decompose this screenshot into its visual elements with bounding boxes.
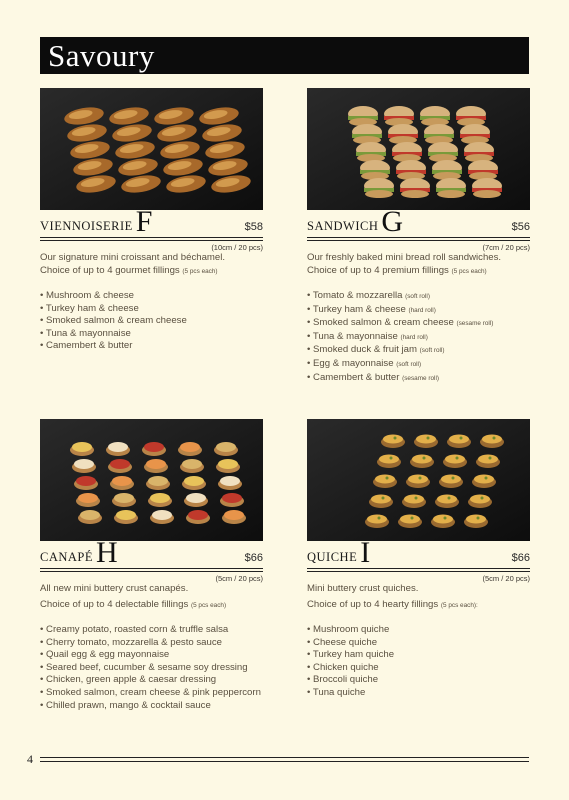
section-price: $56 (511, 221, 530, 233)
section-canape (40, 419, 263, 712)
section-price: $66 (511, 552, 530, 564)
description-line: Our signature mini croissant and béchamel. (40, 252, 226, 263)
section-letter: G (381, 205, 404, 238)
filling-item: • Smoked salmon & cream cheese (40, 315, 187, 327)
section-letter: H (96, 536, 119, 569)
filling-list (40, 624, 263, 712)
filling-item: • Camembert & butter (40, 340, 133, 352)
description-line: Choice of up to 4 delectable fillings (40, 598, 189, 610)
section-viennoiserie (40, 88, 263, 353)
section-size: (5cm / 20 pcs) (215, 574, 263, 583)
description-line: Choice of up to 4 gourmet fillings (40, 264, 180, 276)
filling-item: • Mushroom quiche (307, 624, 390, 635)
section-quiche (307, 419, 530, 700)
description-line: Mini buttery crust quiches. (307, 583, 419, 594)
section-description (40, 583, 263, 612)
filling-note: (hard roll) (400, 333, 428, 341)
section-header (40, 536, 263, 569)
section-divider (307, 568, 530, 572)
filling-item: • Creamy potato, roasted corn & truffle salsa (40, 624, 229, 635)
description-line: All new mini buttery crust canapés. (40, 583, 189, 594)
filling-item: • Smoked salmon & cream cheese (sesame roll) (307, 317, 494, 329)
canape-photo (40, 419, 263, 541)
section-divider (40, 568, 263, 572)
section-size: (7cm / 20 pcs) (482, 243, 530, 252)
filling-item: • Turkey ham quiche (307, 649, 395, 661)
filling-note: (sesame roll) (402, 374, 440, 382)
section-sandwich (307, 88, 530, 385)
filling-item: • Quail egg & egg mayonnaise (40, 649, 170, 661)
filling-item: • Mushroom & cheese (40, 290, 135, 301)
section-letter: F (135, 205, 153, 238)
description-note: (5 pcs each) (451, 267, 487, 275)
sandwich-photo (307, 88, 530, 210)
filling-item: • Turkey ham & cheese (hard roll) (307, 303, 436, 315)
filling-item: • Turkey ham & cheese (40, 302, 139, 314)
filling-note: (soft roll) (396, 360, 422, 368)
filling-note: (hard roll) (408, 306, 436, 314)
filling-list (307, 290, 530, 385)
filling-list (40, 290, 263, 353)
filling-item: • Seared beef, cucumber & sesame soy dressing (40, 661, 248, 673)
filling-item: • Chilled prawn, mango & cocktail sauce (40, 699, 211, 711)
filling-item: • Cheese quiche (307, 636, 378, 648)
filling-item: • Chicken quiche (307, 661, 379, 673)
filling-note: (soft roll) (405, 293, 430, 300)
section-description (307, 252, 530, 278)
filling-item: • Cherry tomato, mozzarella & pesto sauce (40, 636, 222, 648)
section-header (307, 536, 530, 569)
description-line: Our freshly baked mini bread roll sandwiches. (307, 252, 502, 263)
filling-item: • Tuna quiche (307, 686, 366, 698)
section-name: QUICHE (307, 550, 358, 564)
filling-item: • Tuna & mayonnaise (hard roll) (307, 330, 428, 342)
filling-note: (soft roll) (419, 347, 445, 355)
description-note: (5 pcs each) (182, 267, 218, 275)
filling-item: • Camembert & butter (sesame roll) (307, 371, 440, 383)
filling-item: • Smoked duck & fruit jam (soft roll) (307, 344, 445, 356)
section-price: $58 (244, 221, 263, 233)
filling-item: • Egg & mayonnaise (soft roll) (307, 357, 422, 369)
section-name: SANDWICH (307, 219, 379, 233)
description-line: Choice of up to 4 premium fillings (307, 264, 449, 276)
filling-item: • Smoked salmon, cream cheese & pink peppercorn (40, 686, 261, 698)
section-description (307, 583, 530, 612)
description-line: Choice of up to 4 hearty fillings (307, 598, 439, 610)
page-number: 4 (27, 752, 33, 766)
filling-item: • Tuna & mayonnaise (40, 327, 131, 339)
description-note: (5 pcs each) (190, 601, 227, 609)
croissant-photo (40, 88, 263, 210)
section-description (40, 252, 263, 278)
filling-item: • Broccoli quiche (307, 674, 379, 686)
filling-item: • Tomato & mozzarella (soft roll) (307, 290, 430, 301)
filling-item: • Chicken, green apple & caesar dressing (40, 674, 217, 686)
section-header (40, 205, 263, 238)
page-title: Savoury (40, 37, 529, 74)
filling-list (307, 624, 530, 700)
section-size: (5cm / 20 pcs) (482, 574, 530, 583)
section-size: (10cm / 20 pcs) (211, 243, 263, 252)
section-name: VIENNOISERIE (40, 219, 133, 233)
filling-note: (sesame roll) (456, 320, 494, 328)
section-divider (307, 237, 530, 241)
section-header (307, 205, 530, 238)
footer-divider (40, 757, 529, 762)
section-price: $66 (244, 552, 263, 564)
section-name: CANAPÉ (40, 550, 94, 564)
section-letter: I (360, 536, 371, 569)
description-note: (5 pcs each): (440, 601, 478, 609)
quiche-photo (307, 419, 530, 541)
